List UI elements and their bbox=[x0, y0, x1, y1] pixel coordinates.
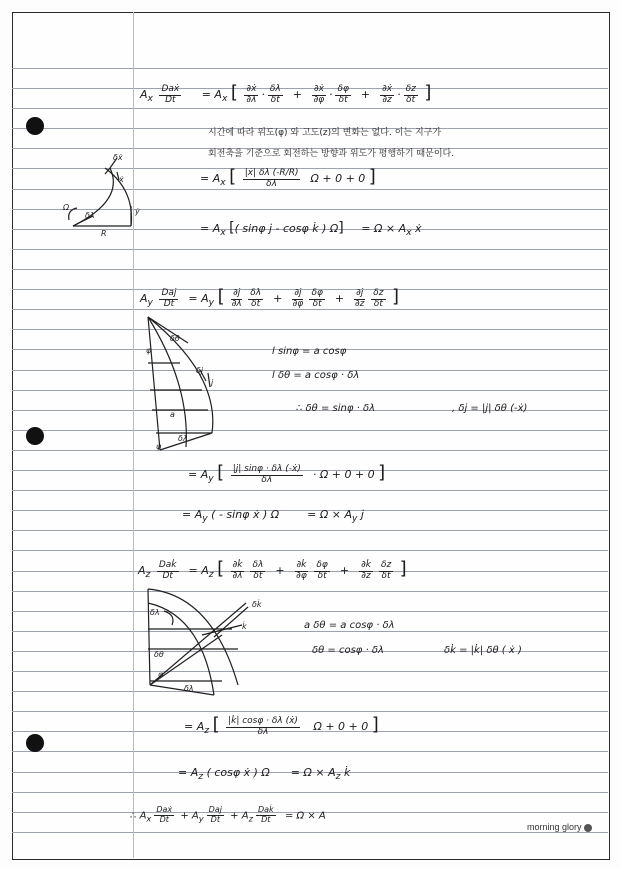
svg-text:φ: φ bbox=[156, 442, 162, 451]
svg-text:δθ: δθ bbox=[170, 334, 180, 343]
svg-text:δλ: δλ bbox=[85, 211, 95, 220]
equation-line: = $A_x$ [ $\frac{|ẋ| \delta\lambda (-R/R)}{\delta\lambda}$ Ω + 0 + 0 ] bbox=[200, 166, 376, 189]
relation-line: l sinφ = a cosφ bbox=[272, 346, 347, 357]
ruled-line bbox=[12, 631, 608, 632]
relation-line: ∴ δθ = sinφ · δλ bbox=[296, 403, 376, 414]
rotation-diagram-y bbox=[140, 315, 225, 455]
ruled-line bbox=[12, 792, 608, 793]
svg-text:δλ: δλ bbox=[178, 434, 188, 443]
svg-text:δk̇: δk̇ bbox=[252, 600, 262, 609]
svg-text:δθ: δθ bbox=[154, 650, 164, 659]
ruled-line bbox=[12, 550, 608, 551]
relation-line: l δθ = a cosφ · δλ bbox=[272, 370, 360, 381]
binder-hole bbox=[26, 117, 44, 135]
ruled-line bbox=[12, 611, 608, 612]
equation-y-derivative: $A_y$ $\frac{\text{Daj̇}}{Dt}$ = $A_y$ [ $\frac{\partial j̇}{\partial\lambda}$ $\frac{\delta\lambda}{\delta t}$ + $\frac{\partial j̇}{\partial\varphi}$ $\frac{\delta\varphi}{\delta t}$ + $\frac{\partial j̇}{\partial z}$ $\frac{\delta z}{\delta t}$ ] bbox=[140, 286, 400, 309]
svg-text:ẏ: ẏ bbox=[135, 207, 140, 216]
relation-line: δθ = cosφ · δλ bbox=[312, 645, 384, 656]
equation-line: = $A_y$ [ $\frac{|j̇| \sin\varphi \cdot \delta\lambda (-ẋ)}{\delta\lambda}$ · Ω + 0 + 0 ] bbox=[188, 462, 386, 485]
ruled-line bbox=[12, 490, 608, 491]
ruled-line bbox=[12, 269, 608, 270]
margin-line bbox=[133, 12, 134, 858]
binder-hole bbox=[26, 734, 44, 752]
svg-text:R: R bbox=[101, 229, 107, 238]
equation-z-derivative: $A_z$ $\frac{\text{Dak̇}}{Dt}$ = $A_z$ [ $\frac{\partial k̇}{\partial\lambda}$ $\frac{\delta\lambda}{\delta t}$ + $\frac{\partial k̇}{\partial\varphi}$ $\frac{\delta\varphi}{\delta t}$ + $\frac{\partial k̇}{\partial z}$ $\frac{\delta z}{\delta t}$ ] bbox=[138, 558, 407, 581]
equation-line: = $A_z$ ( cosφ ẋ ) Ω = $\Omega \times A_z$ k̇ bbox=[178, 766, 351, 783]
svg-text:δλ: δλ bbox=[184, 684, 194, 693]
svg-text:δλ: δλ bbox=[150, 608, 160, 617]
svg-text:δj̇: δj̇ bbox=[196, 366, 204, 375]
svg-text:δẋ: δẋ bbox=[113, 153, 123, 162]
binder-hole bbox=[26, 427, 44, 445]
equation-x-derivative: $A_x$ $\frac{\text{Daẋ}}{Dt}$ = $A_x$ [ $\frac{\partial ẋ}{\partial\lambda}$ · $\frac{\delta\lambda}{\delta t}$ + $\frac{\partial ẋ}{\partial\varphi}$ · $\frac{\delta\varphi}{\delta t}$ + $\frac{\partial ẋ}{\partial z}$ · $\frac{\delta z}{\delta t}$ ] bbox=[140, 82, 432, 105]
ruled-line bbox=[12, 671, 608, 672]
svg-text:Ω: Ω bbox=[63, 203, 70, 212]
svg-text:j̇: j̇ bbox=[211, 378, 214, 387]
ruled-line bbox=[12, 430, 608, 431]
equation-line: = $A_y$ ( - sinφ ẋ ) Ω = $\Omega \times A_y$ j̇ bbox=[182, 508, 364, 525]
flower-logo-icon bbox=[584, 824, 592, 832]
equation-line: = $A_x$ [( sinφ j̇ - cosφ k̇ ) Ω] = $\Omega \times A_x$ ẋ bbox=[200, 220, 422, 239]
ruled-line bbox=[12, 249, 608, 250]
equation-line: = $A_z$ [ $\frac{|k̇| \cos\varphi \cdot \delta\lambda (ẋ)}{\delta\lambda}$ Ω + 0 + 0 ] bbox=[184, 714, 379, 737]
relation-line: δk̇ = |k̇| δθ ( ẋ ) bbox=[444, 645, 522, 656]
ruled-line bbox=[12, 390, 608, 391]
rotation-diagram-x bbox=[55, 150, 140, 238]
ruled-line bbox=[12, 691, 608, 692]
note-line: 회전축을 기준으로 회전하는 방향과 위도가 평행하기 때문이다. bbox=[208, 149, 455, 159]
svg-text:a: a bbox=[170, 410, 175, 419]
svg-text:φ: φ bbox=[158, 670, 164, 679]
ruled-line bbox=[12, 68, 608, 69]
ruled-line bbox=[12, 450, 608, 451]
relation-line: , δj̇ = |j̇| δθ (-ẋ) bbox=[452, 403, 528, 414]
rotation-diagram-z bbox=[142, 585, 272, 705]
relation-line: a δθ = a cosφ · δλ bbox=[304, 620, 395, 631]
ruled-line bbox=[12, 751, 608, 752]
ruled-line bbox=[12, 711, 608, 712]
svg-text:φ: φ bbox=[146, 346, 152, 355]
equation-summary: ∴ $A_x$ $\frac{\text{Daẋ}}{Dt}$ + $A_y$ $\frac{\text{Daj̇}}{Dt}$ + $A_z$ $\frac{\text{Dak̇}}{Dt}$ = Ω × A bbox=[130, 805, 326, 824]
ruled-line bbox=[12, 832, 608, 833]
ruled-line bbox=[12, 108, 608, 109]
svg-text:k̇: k̇ bbox=[242, 622, 247, 631]
svg-text:ẋ: ẋ bbox=[119, 175, 124, 184]
note-line: 시간에 따라 위도(φ) 와 고도(z)의 변화는 없다. 이는 지구가 bbox=[208, 128, 442, 138]
ruled-line bbox=[12, 591, 608, 592]
ruled-line bbox=[12, 329, 608, 330]
brand-label: morning glory bbox=[527, 822, 592, 832]
ruled-line bbox=[12, 530, 608, 531]
